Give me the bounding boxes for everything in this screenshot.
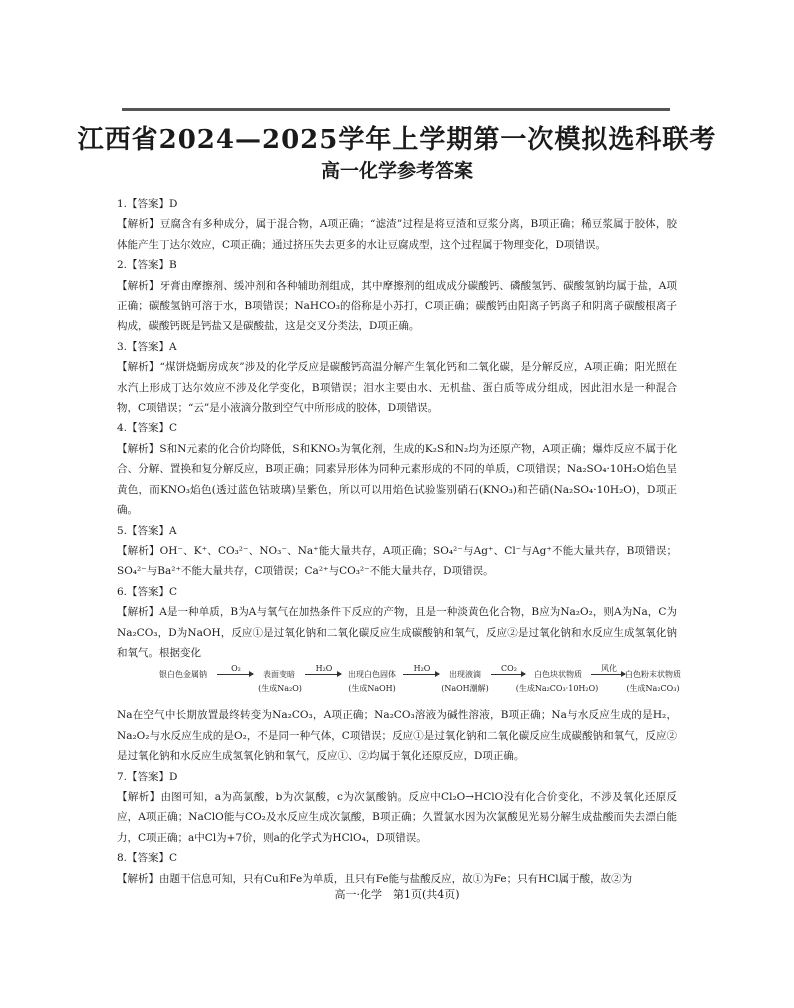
analysis-text: 【解析】S和N元素的化合价均降低，S和KNO₃为氧化剂，生成的K₂S和N₂均为还原产物，A项正确；爆炸反应不属于化合、分解、置换和复分解反应，B项正确；同素异形体为同种元素形成的不同的单质，C项错误；Na₂SO₄·10H₂O焰色呈黄色，而KNO₃焰色(透过蓝色钴玻璃)呈紫色，所以可以用焰色试验鉴别硝石(KNO₃)和芒硝(Na₂SO₄·10H₂O)，D项正确。 bbox=[117, 442, 677, 517]
analysis-text: 【解析】“煤饼烧蛎房成灰”涉及的化学反应是碳酸钙高温分解产生氧化钙和二氧化碳，是分解反应，A项正确；阳光照在水汽上形成丁达尔效应不涉及化学变化，B项错误；泪水主要由水、无机盐、蛋白质等成分组成，因此泪水是一种混合物，C项错误；“云”是小液滴分散到空气中所形成的胶体，D项错误。 bbox=[117, 361, 677, 415]
page-title: 江西省2024—2025学年上学期第一次模拟选科联考 bbox=[77, 125, 717, 155]
flow-step-note: (生成Na₂CO₃) bbox=[626, 684, 680, 694]
answer-item-2 bbox=[117, 255, 677, 337]
flow-step-note: (NaOH潮解) bbox=[441, 684, 489, 694]
page-subtitle: 高一化学参考答案 bbox=[320, 160, 473, 182]
answer-label: 7.【答案】D bbox=[117, 770, 178, 783]
flow-arrow-label: 风化 bbox=[601, 664, 617, 674]
analysis-text: 【解析】A是一种单质，B为A与氧气在加热条件下反应的产物，且是一种淡黄色化合物，B应为Na₂O₂，则A为Na，C为Na₂CO₃，D为NaOH，反应①是过氧化钠和二氧化碳反应生成碳酸钠和氧气，反应②是过氧化钠和水反应生成氢氧化钠和氧气。根据变化 bbox=[117, 606, 677, 659]
analysis-text: 【解析】OH⁻、K⁺、CO₃²⁻、NO₃⁻、Na⁺能大量共存，A项正确；SO₄²⁻与Ag⁺、Cl⁻与Ag⁺不能大量共存，B项错误；SO₄²⁻与Ba²⁺不能大量共存，C项错误；Ca²⁺与CO₃²⁻不能大量共存，D项错误。 bbox=[117, 544, 677, 578]
sodium-change-flow bbox=[117, 663, 681, 705]
flow-arrow-label: CO₂ bbox=[501, 664, 517, 674]
flow-arrow-label: H₂O bbox=[413, 664, 431, 674]
top-rule bbox=[122, 108, 670, 111]
flow-step: 银白色金属钠 bbox=[159, 670, 207, 680]
flow-step: 白色粉末状物质 bbox=[625, 670, 681, 680]
answer-item-6 bbox=[117, 582, 681, 767]
answer-label: 4.【答案】C bbox=[117, 422, 178, 435]
answer-item-1 bbox=[117, 194, 677, 255]
analysis-text: 【解析】由图可知，a为高氯酸，b为次氯酸，c为次氯酸钠。反应中Cl₂O→HClO没有化合价变化，不涉及氧化还原反应，A项正确；NaClO能与CO₂及水反应生成次氯酸，B项正确；久置氯水因为次氯酸见光易分解生成盐酸而失去漂白能力，C项正确；a中Cl为+7价，则a的化学式为HClO₄，D项错误。 bbox=[117, 790, 677, 844]
answer-label: 5.【答案】A bbox=[117, 524, 177, 537]
answer-item-4 bbox=[117, 418, 677, 520]
flow-step: 出现液滴 bbox=[449, 670, 481, 680]
flow-step: 出现白色固体 bbox=[348, 670, 396, 680]
answer-item-8 bbox=[117, 848, 677, 889]
flow-step-note: (生成Na₂CO₃·10H₂O) bbox=[515, 684, 599, 694]
flow-arrow bbox=[403, 674, 439, 675]
answer-item-7 bbox=[117, 767, 677, 849]
analysis-text: 【解析】由题干信息可知，只有Cu和Fe为单质，且只有Fe能与盐酸反应，故①为Fe；只有HCl属于酸，故②为 bbox=[117, 872, 633, 885]
flow-arrow-label: H₂O bbox=[315, 664, 333, 674]
page-footer: 高一·化学 第1页(共4页) bbox=[334, 888, 460, 901]
analysis-text-continued: Na在空气中长期放置最终转变为Na₂CO₃，A项正确；Na₂CO₃溶液为碱性溶液，B项正确；Na与水反应生成的是H₂，Na₂O₂与水反应生成的是O₂，不是同一种气体，C项错误；反应①是过氧化钠和二氧化碳反应生成碳酸钠和氧气，反应②是过氧化钠和水反应生成氢氧化钠和氧气，反应①、②均属于氧化还原反应，D项正确。 bbox=[117, 709, 677, 763]
flow-step: 白色块状物质 bbox=[534, 670, 582, 680]
answer-label: 8.【答案】C bbox=[117, 852, 178, 865]
answer-label: 3.【答案】A bbox=[117, 340, 177, 353]
flow-step-note: (生成NaOH) bbox=[348, 684, 396, 694]
answer-item-5 bbox=[117, 521, 677, 582]
flow-step-note: (生成Na₂O) bbox=[258, 684, 302, 694]
flow-step: 表面变暗 bbox=[263, 670, 295, 680]
flow-arrow-label: O₂ bbox=[231, 664, 241, 674]
flow-arrow bbox=[491, 674, 525, 675]
answer-label: 6.【答案】C bbox=[117, 585, 178, 598]
answer-content bbox=[117, 194, 681, 889]
flow-arrow bbox=[217, 674, 253, 675]
answer-label: 2.【答案】B bbox=[117, 259, 177, 272]
analysis-text: 【解析】豆腐含有多种成分，属于混合物，A项正确；“滤渣”过程是将豆渣和豆浆分离，B项正确；稀豆浆属于胶体，胶体能产生丁达尔效应，C项正确；通过挤压失去更多的水让豆腐成型，这个过程属于物理变化，D项错误。 bbox=[117, 218, 677, 251]
answer-item-3 bbox=[117, 337, 677, 419]
answer-label: 1.【答案】D bbox=[117, 198, 178, 210]
analysis-text: 【解析】牙膏由摩擦剂、缓冲剂和各种辅助剂组成，其中摩擦剂的组成成分碳酸钙、磷酸氢钙、碳酸氢钠均属于盐，A项正确；碳酸氢钠可溶于水，B项错误；NaHCO₃的俗称是小苏打，C项正确；碳酸钙由阳离子钙离子和阴离子碳酸根离子构成，碳酸钙既是钙盐又是碳酸盐，这是交叉分类法，D项正确。 bbox=[117, 279, 677, 333]
flow-arrow bbox=[305, 674, 341, 675]
